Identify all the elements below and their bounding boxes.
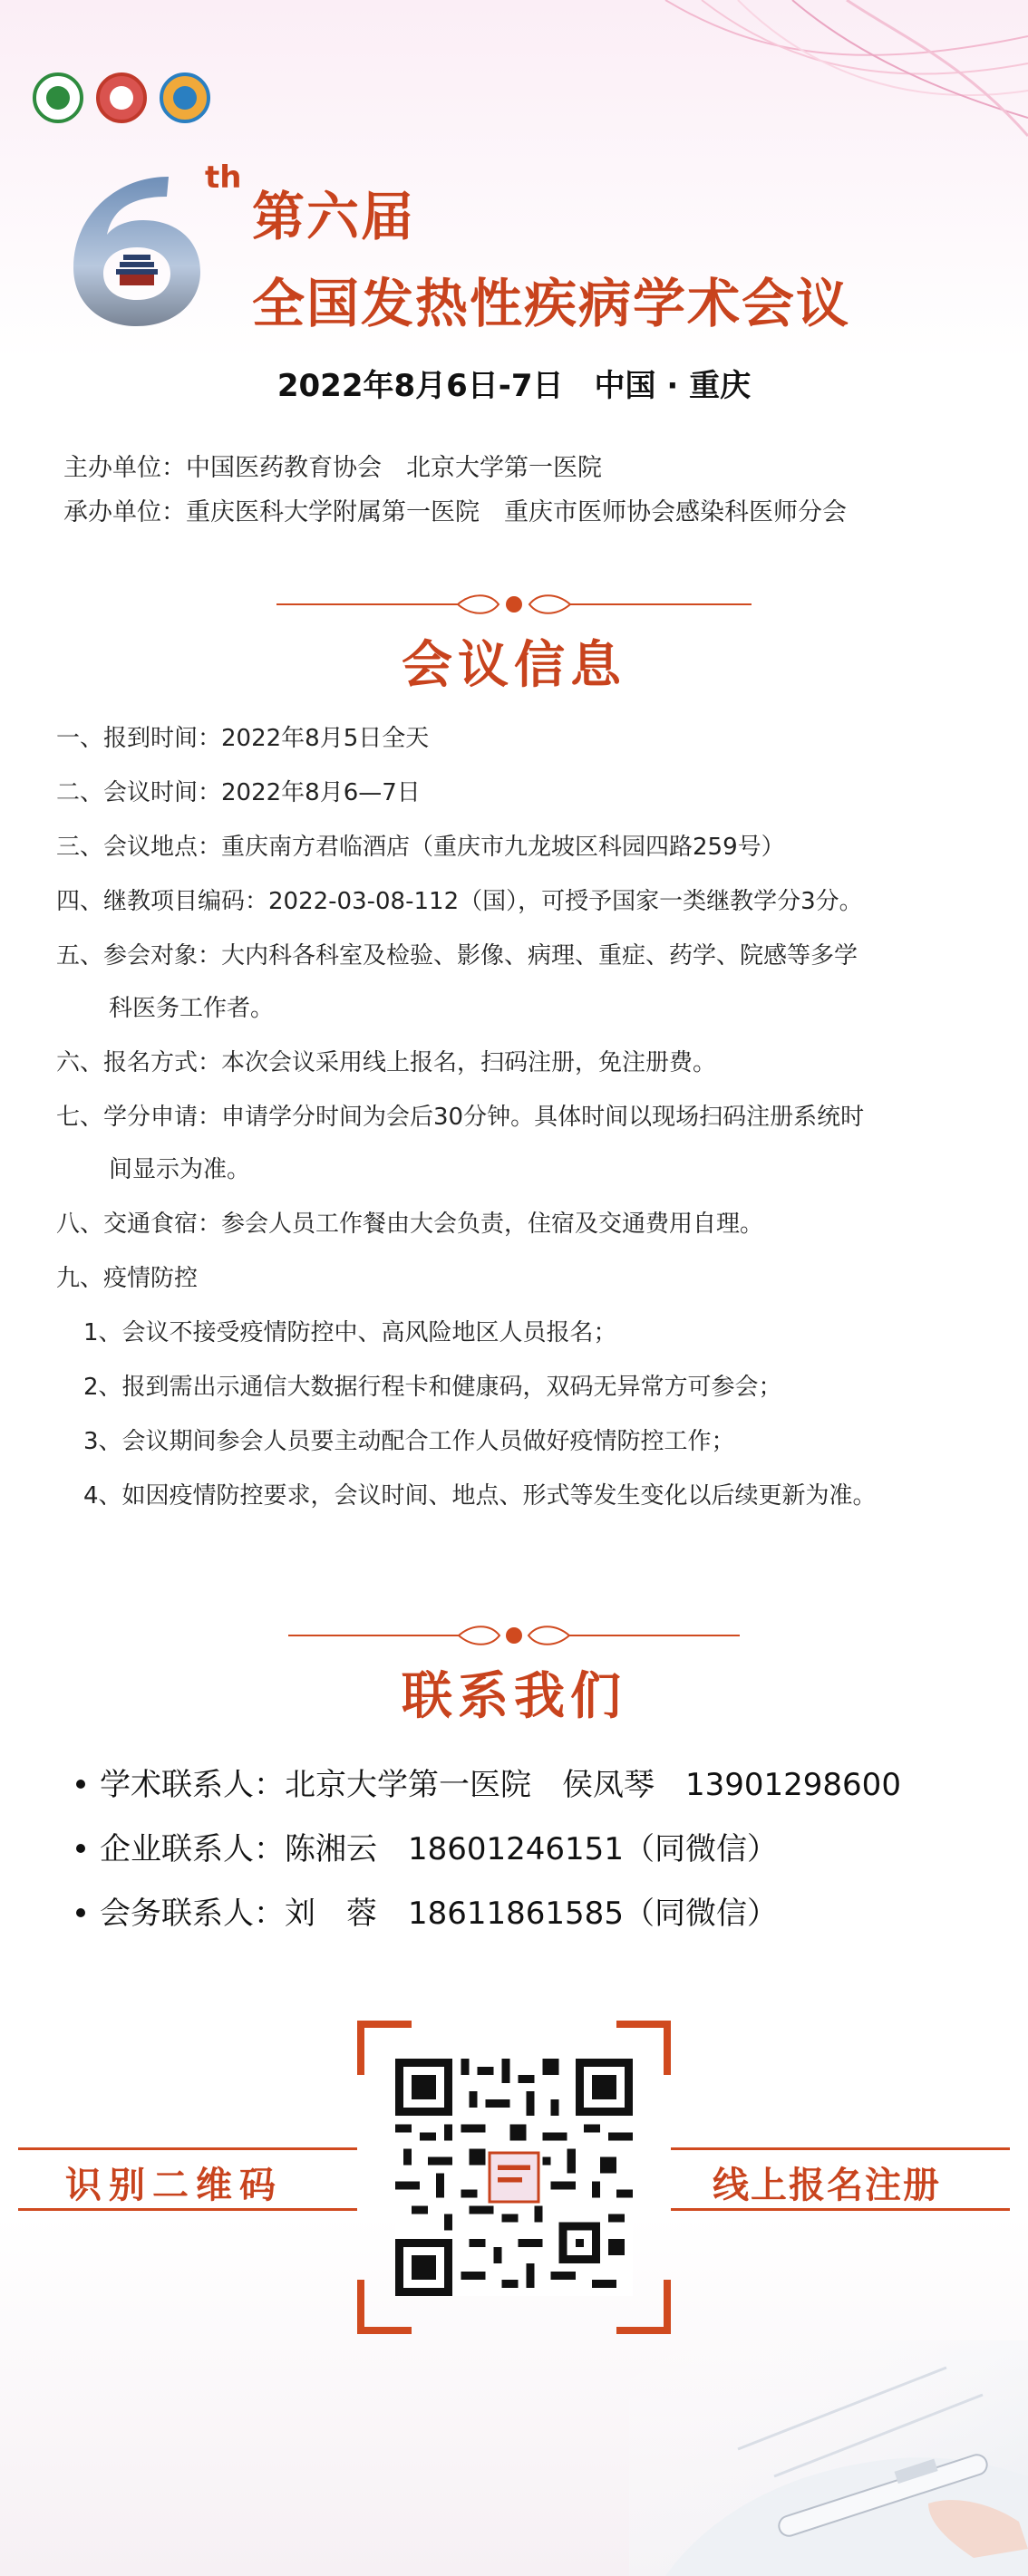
organizer-logos — [33, 72, 210, 123]
info-line: 一、报到时间：2022年8月5日全天 — [56, 725, 430, 752]
info-line: 八、交通食宿：参会人员工作餐由大会负责，住宿及交通费用自理。 — [56, 1211, 764, 1238]
contact-item — [76, 1888, 778, 1933]
info-line: 科医务工作者。 — [109, 995, 275, 1022]
info-line: 六、报名方式：本次会议采用线上报名，扫码注册，免注册费。 — [56, 1049, 717, 1076]
info-line: 九、疫情防控 — [56, 1265, 199, 1292]
divider-line — [18, 2147, 357, 2150]
info-line: 3、会议期间参会人员要主动配合工作人员做好疫情防控工作； — [83, 1428, 735, 1455]
contact-us-title: 联系我们 — [402, 1667, 626, 1726]
contact-item — [76, 1824, 778, 1868]
event-title-line2: 全国发热性疾病学术会议 — [252, 273, 851, 334]
co-host-organizers: 承办单位：重庆医科大学附属第一医院 重庆市医师协会感染科医师分会 — [63, 498, 847, 526]
association-logo-icon — [160, 72, 210, 123]
info-line: 1、会议不接受疫情防控中、高风险地区人员报名； — [83, 1319, 617, 1346]
meeting-info-title: 会议信息 — [402, 636, 626, 695]
bullet-icon — [76, 1908, 85, 1917]
cmea-logo-icon — [33, 72, 83, 123]
online-registration-label: 线上报名注册 — [713, 2165, 941, 2206]
info-line: 2、报到需出示通信大数据行程卡和健康码，双码无异常方可参会； — [83, 1374, 782, 1401]
info-line: 二、会议时间：2022年8月6—7日 — [56, 779, 421, 806]
info-line: 间显示为准。 — [109, 1156, 251, 1183]
info-line: 五、参会对象：大内科各科室及检验、影像、病理、重症、药学、院感等多学 — [56, 942, 858, 970]
info-line: 七、学分申请：申请学分时间为会后30分钟。具体时间以现场扫码注册系统时 — [56, 1104, 865, 1131]
contact-text: 会务联系人：刘 蓉 18611861585（同微信） — [100, 1896, 778, 1932]
section-ornament-icon — [288, 1622, 740, 1649]
scan-qr-label: 识别二维码 — [65, 2165, 283, 2206]
hospital-logo-icon — [96, 72, 147, 123]
temple-of-heaven-icon — [116, 255, 158, 285]
event-date-location: 2022年8月6日-7日 中国 · 重庆 — [276, 368, 752, 404]
thermometer-hand-decoration-icon — [629, 2340, 1028, 2576]
qr-center-logo-icon — [485, 2148, 542, 2205]
contact-item — [76, 1760, 901, 1804]
info-line: 四、继教项目编码：2022-03-08-112（国），可授予国家一类继教学分3分。 — [56, 888, 863, 915]
event-title-line1: 第六届 — [252, 186, 416, 247]
contact-text: 企业联系人：陈湘云 18601246151（同微信） — [100, 1831, 778, 1867]
ordinal-suffix: th — [205, 159, 242, 196]
section-ornament-icon — [276, 591, 752, 618]
host-organizers: 主办单位：中国医药教育协会 北京大学第一医院 — [63, 454, 602, 482]
divider-line — [18, 2208, 357, 2211]
divider-line — [671, 2208, 1010, 2211]
ordinal-six-graphic — [60, 168, 214, 331]
info-line: 三、会议地点：重庆南方君临酒店（重庆市九龙坡区科园四路259号） — [56, 834, 785, 861]
registration-qr-code[interactable] — [395, 2059, 633, 2296]
divider-line — [671, 2147, 1010, 2150]
contact-text: 学术联系人：北京大学第一医院 侯凤琴 13901298600 — [100, 1767, 901, 1803]
bullet-icon — [76, 1780, 85, 1789]
wave-decoration-icon — [557, 0, 1028, 145]
info-line: 4、如因疫情防控要求，会议时间、地点、形式等发生变化以后续更新为准。 — [83, 1482, 877, 1510]
bullet-icon — [76, 1844, 85, 1853]
